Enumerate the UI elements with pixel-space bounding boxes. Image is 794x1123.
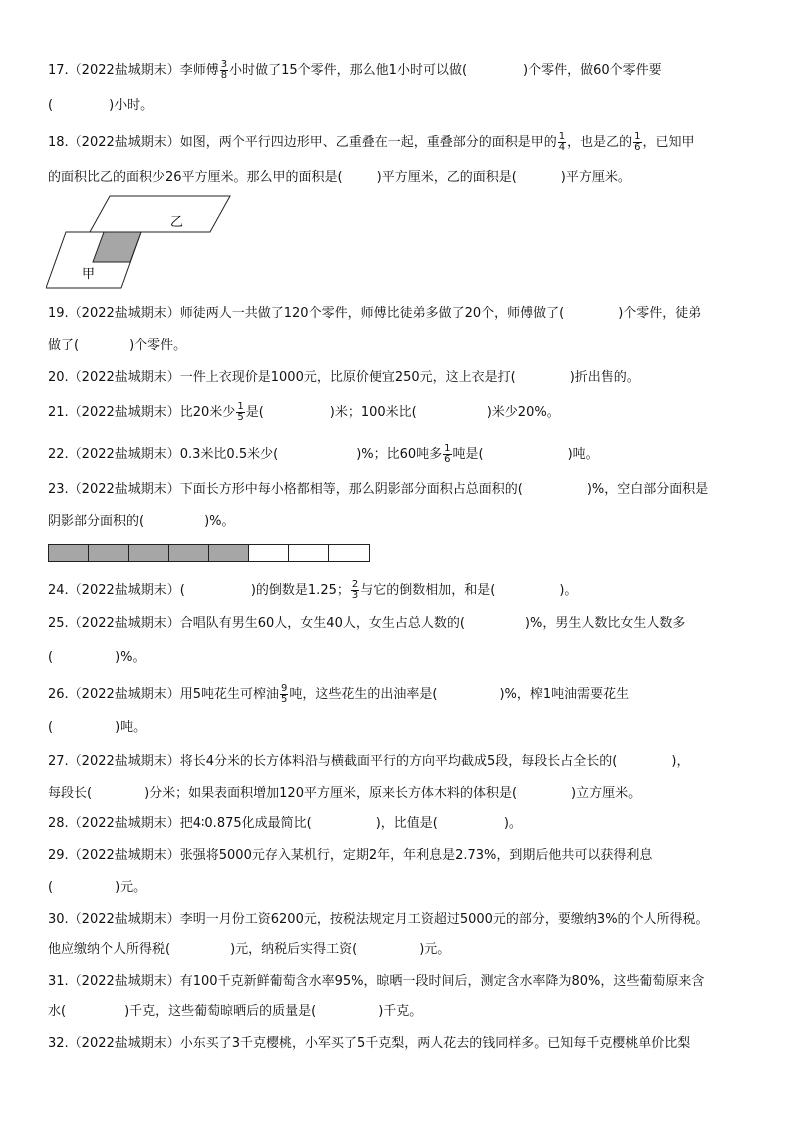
question-30-line-1: 30.（2022盐城期末）李明一月份工资6200元，按税法规定月工资超过5000元的部分，要缴纳3%的个人所得税。 (48, 912, 709, 927)
question-30-line-2: 他应缴纳个人所得税( )元，纳税后实得工资( )元。 (48, 942, 451, 957)
rectangle-grid (48, 544, 370, 562)
label-yi: 乙 (170, 215, 184, 230)
question-18-line-2: 的面积比乙的面积少26平方厘米。那么甲的面积是( )平方厘米，乙的面积是( )平方厘米。 (48, 170, 631, 185)
question-23-line-1: 23.（2022盐城期末）下面长方形中每小格都相等，那么阴影部分面积占总面积的( )%，空白部分面积是 (48, 482, 709, 497)
fraction: $\frac{1}{4}$ (558, 131, 566, 153)
question-21: 21.（2022盐城期末）比20米少 $\frac{1}{5}$ 是( )米；100米比( )米少20%。 (48, 401, 560, 423)
question-24: 24.（2022盐城期末）( )的倒数是1.25； $\frac{2}{3}$ 与它的倒数相加，和是( )。 (48, 579, 578, 601)
question-28: 28.（2022盐城期末）把4∶0.875化成最简比( )，比值是( )。 (48, 816, 522, 831)
question-26-line-1: 26.（2022盐城期末）用5吨花生可榨油 $\frac{9}{5}$ 吨，这些花生的出油率是( )%，榨1吨油需要花生 (48, 683, 630, 705)
question-29-line-2: ( )元。 (48, 880, 147, 895)
question-23-line-2: 阴影部分面积的( )%。 (48, 514, 235, 529)
question-20: 20.（2022盐城期末）一件上衣现价是1000元，比原价便宜250元，这上衣是打( )折出售的。 (48, 370, 640, 385)
fraction: $\frac{2}{3}$ (351, 579, 359, 601)
question-27-line-2: 每段长( )分米；如果表面积增加120平方厘米，原来长方体木料的体积是( )立方厘米。 (48, 786, 642, 801)
question-29-line-1: 29.（2022盐城期末）张强将5000元存入某机行，定期2年，年利息是2.73%，到期后他共可以获得利息 (48, 848, 653, 863)
question-25-line-1: 25.（2022盐城期末）合唱队有男生60人，女生40人，女生占总人数的( )%，男生人数比女生人数多 (48, 616, 686, 631)
blank-cell (289, 545, 329, 561)
blank-cell (329, 545, 369, 561)
question-19-line-2: 做了( )个零件。 (48, 338, 187, 353)
shaded-cell (49, 545, 89, 561)
question-17-line-2: ( )小时。 (48, 98, 154, 113)
shaded-cell (129, 545, 169, 561)
question-19-line-1: 19.（2022盐城期末）师徒两人一共做了120个零件，师傅比徒弟多做了20个，师傅做了( )个零件，徒弟 (48, 306, 702, 321)
question-26-line-2: ( )吨。 (48, 720, 147, 735)
overlap-region (93, 232, 141, 262)
question-25-line-2: ( )%。 (48, 650, 146, 665)
question-31-line-2: 水( )千克，这些葡萄晾晒后的质量是( )千克。 (48, 1004, 423, 1019)
question-17-line-1: 17.（2022盐城期末）李师傅 $\frac{3}{8}$ 小时做了15个零件，那么他1小时可以做( )个零件，做60个零件要 (48, 59, 662, 81)
parallelogram-figure (46, 192, 236, 292)
question-27-line-1: 27.（2022盐城期末）将长4分米的长方体料沿与横截面平行的方向平均截成5段，每段长占全长的( )， (48, 754, 690, 769)
fraction: $\frac{1}{6}$ (634, 131, 641, 153)
shaded-cell (169, 545, 209, 561)
parallelogram-yi (90, 196, 230, 232)
question-31-line-1: 31.（2022盐城期末）有100千克新鲜葡萄含水率95%，晾晒一段时间后，测定含水率降为80%，这些葡萄原来含 (48, 974, 705, 989)
shaded-cell (89, 545, 129, 561)
shaded-cell (209, 545, 249, 561)
question-18-line-1: 18.（2022盐城期末）如图，两个平行四边形甲、乙重叠在一起，重叠部分的面积是甲的 $\frac{1}{4}$ ，也是乙的 $\frac{1}{6}$ ，已知甲 (48, 131, 695, 153)
fraction: $\frac{1}{6}$ (444, 443, 451, 465)
blank-cell (249, 545, 289, 561)
fraction: $\frac{9}{5}$ (281, 683, 288, 705)
question-22: 22.（2022盐城期末）0.3米比0.5米少( )%；比60吨多 $\frac{1}{6}$ 吨是( )吨。 (48, 443, 599, 465)
fraction: $\frac{3}{8}$ (220, 59, 228, 81)
label-jia: 甲 (82, 267, 96, 282)
question-32-line-1: 32.（2022盐城期末）小东买了3千克樱桃，小军买了5千克梨，两人花去的钱同样多。已知每千克樱桃单价比梨 (48, 1036, 691, 1051)
fraction: $\frac{1}{5}$ (237, 401, 244, 423)
